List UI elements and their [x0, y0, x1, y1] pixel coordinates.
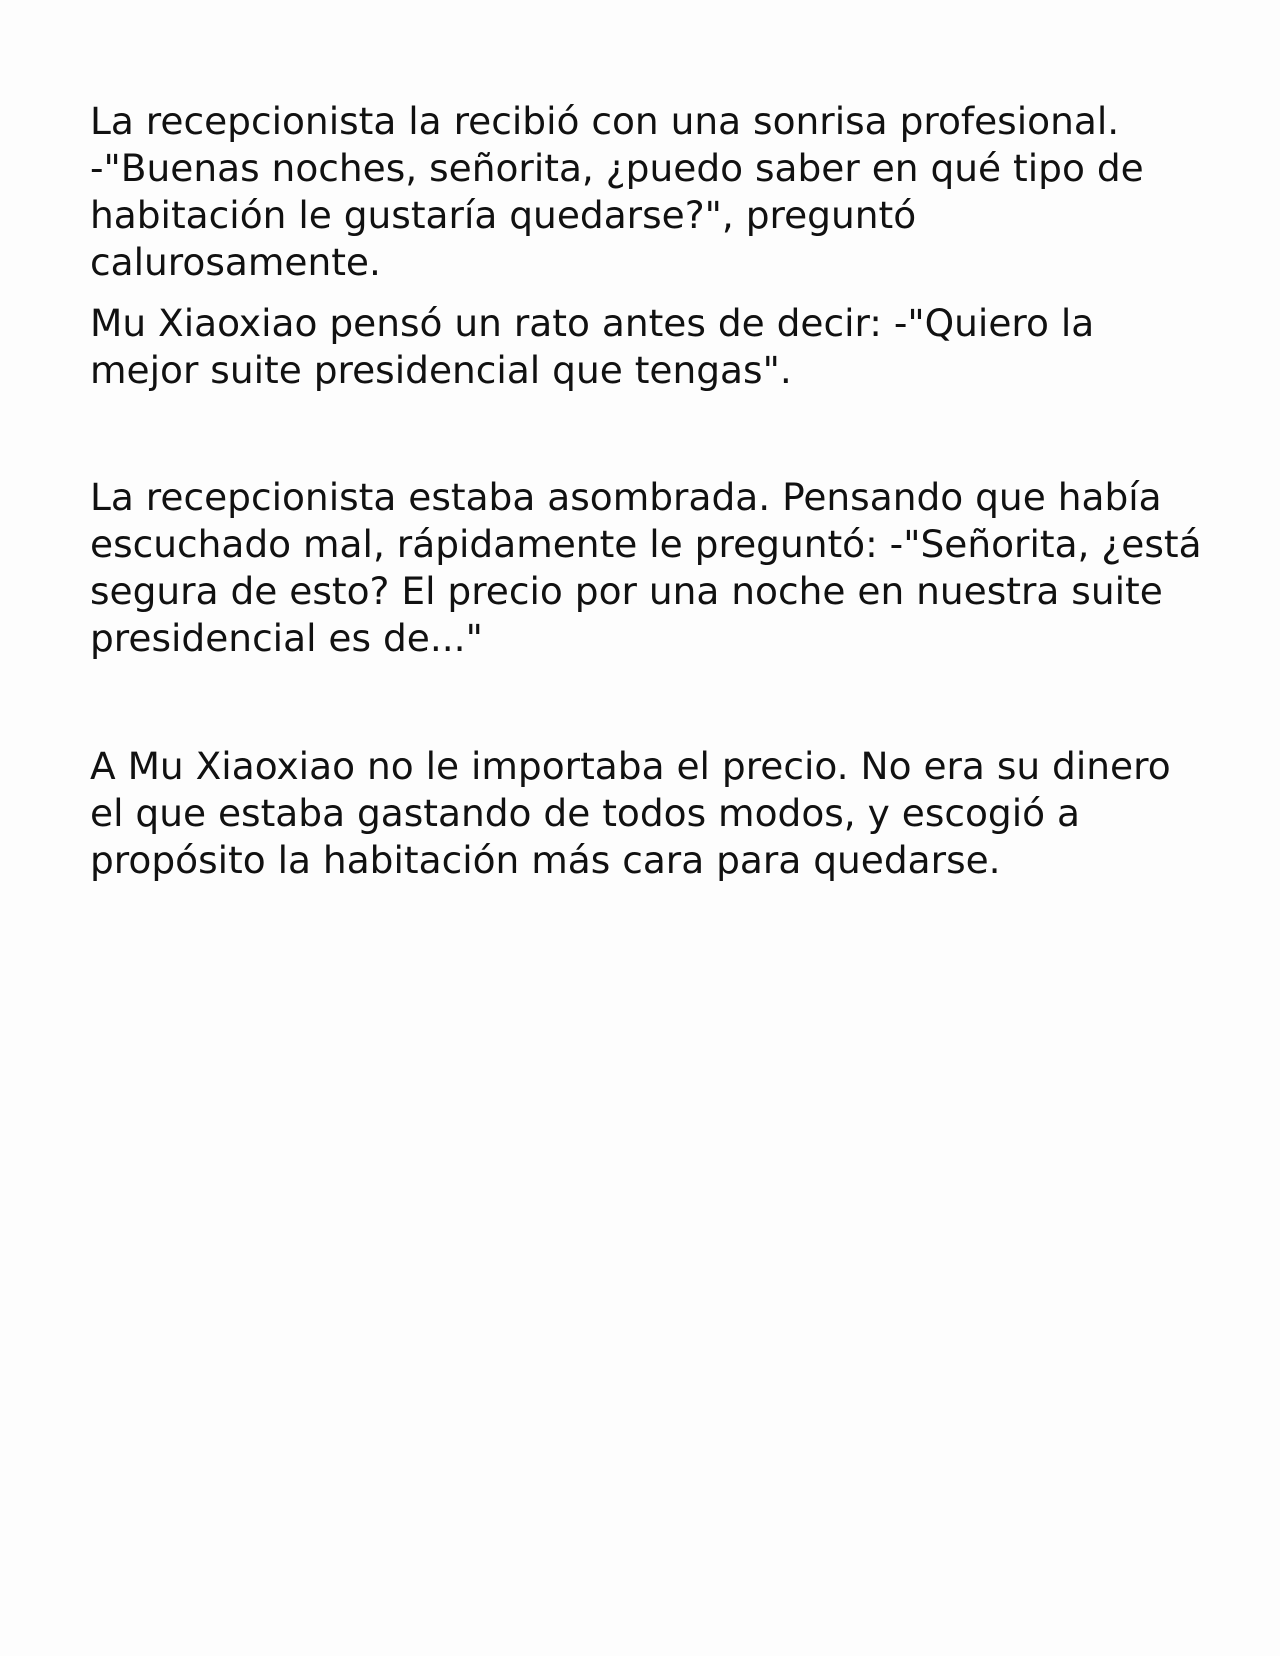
text-line: Mu Xiaoxiao pensó un rato antes de decir: -"Quiero la [90, 301, 1095, 345]
text-line: calurosamente. [90, 240, 381, 284]
text-line: habitación le gustaría quedarse?", preguntó [90, 193, 917, 237]
text-line: A Mu Xiaoxiao no le importaba el precio. No era su dinero [90, 744, 1171, 788]
paragraph-reception-greeting [90, 98, 1210, 286]
paragraph-receptionist-surprise [90, 474, 1210, 662]
text-line: La recepcionista la recibió con una sonrisa profesional. [90, 99, 1120, 143]
text-line: el que estaba gastando de todos modos, y escogió a [90, 791, 1080, 835]
text-line: La recepcionista estaba asombrada. Pensando que había [90, 475, 1162, 519]
text-line: presidencial es de..." [90, 616, 483, 660]
paragraph-suite-request [90, 300, 1210, 394]
document-page [90, 98, 1210, 884]
text-line: escuchado mal, rápidamente le preguntó: -"Señorita, ¿está [90, 522, 1202, 566]
text-line: mejor suite presidencial que tengas". [90, 348, 792, 392]
paragraph-price-indifference [90, 743, 1210, 884]
text-line: segura de esto? El precio por una noche en nuestra suite [90, 569, 1163, 613]
text-line: -"Buenas noches, señorita, ¿puedo saber en qué tipo de [90, 146, 1144, 190]
text-line: propósito la habitación más cara para quedarse. [90, 838, 1001, 882]
